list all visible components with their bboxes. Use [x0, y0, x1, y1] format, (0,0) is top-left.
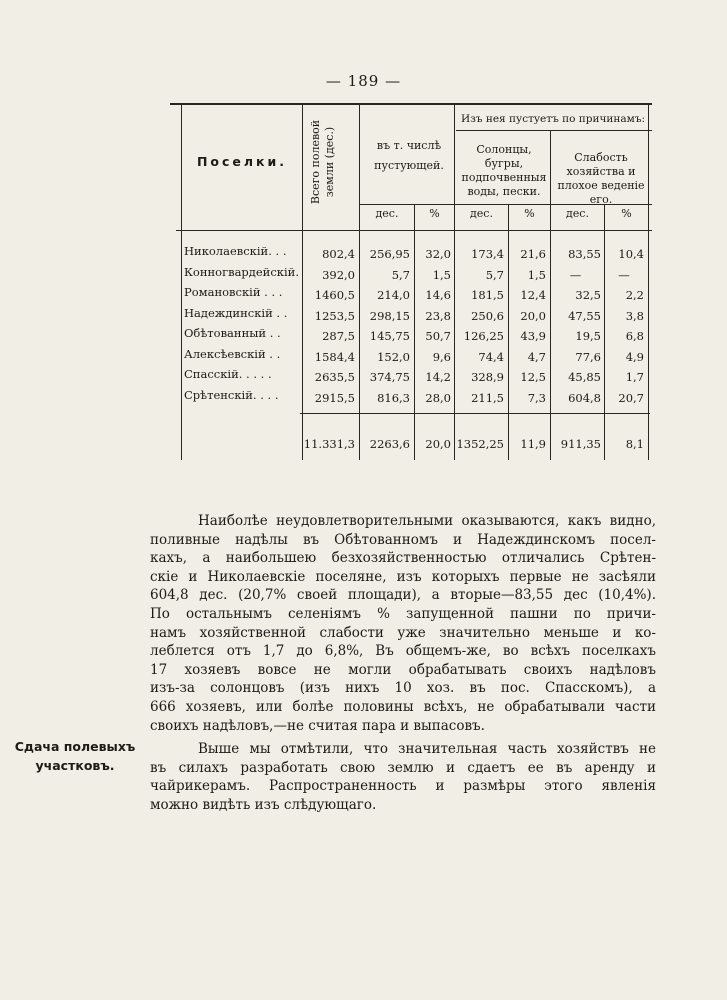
total-weak-pct: 8,1 — [625, 437, 644, 451]
table-cell-name: Обѣтованный . . — [184, 326, 281, 340]
total-empty-des: 2263,6 — [369, 437, 410, 451]
table-cell-empty-pct: 14,6 — [425, 288, 451, 302]
table-cell-total: 287,5 — [322, 329, 355, 343]
page-number: — 189 — — [325, 72, 402, 90]
text-line: въ силахъ разработать свою землю и сдаетъ ее въ аренду и — [150, 759, 656, 776]
margin-note-line-2: участковъ. — [35, 758, 115, 773]
table-cell-empty-pct: 23,8 — [425, 308, 451, 323]
table-cell-salt-pct: 7,3 — [527, 390, 546, 405]
table-cell-weak-des: 19,5 — [575, 329, 601, 343]
table-cell-empty-pct: 50,7 — [425, 329, 451, 343]
table-cell-name: Конногвардейскій. — [184, 264, 299, 279]
total-salt-des: 1352,25 — [456, 437, 504, 451]
table-cell-salt-des: 173,4 — [471, 247, 504, 261]
table-cell-name: Спасскій. . . . . — [184, 367, 272, 381]
table-cell-salt-des: 250,6 — [471, 308, 504, 323]
unit-salt-des: дес. — [470, 207, 493, 220]
table-cell-total: 2635,5 — [314, 370, 355, 384]
table-cell-empty-des: 256,95 — [369, 247, 410, 261]
margin-note — [10, 737, 140, 775]
text-line: своихъ надѣловъ,—не считая пара и выпасовъ. — [150, 717, 485, 734]
header-incl-empty: въ т. числѣ пустующей. — [374, 139, 444, 172]
total-empty-pct: 20,0 — [425, 437, 451, 451]
table-cell-weak-des: 604,8 — [568, 390, 601, 405]
text-line: изъ-за солонцовъ (изъ нихъ 10 хоз. въ пос. Спасскомъ), а — [150, 680, 656, 697]
table-cell-weak-pct: 1,7 — [625, 370, 644, 384]
text-line: По остальнымъ селеніямъ % запущенной пашни по причи- — [150, 606, 656, 622]
table-cell-name: Срѣтенскій. . . . — [184, 387, 279, 402]
table-cell-empty-pct: 9,6 — [432, 349, 451, 364]
table-cell-weak-pct: — — [618, 267, 630, 282]
header-total-land: Всего полевой земли (дес.) — [309, 119, 336, 205]
table-cell-salt-pct: 20,0 — [520, 308, 546, 323]
unit-empty-pct: % — [429, 207, 440, 220]
table-cell-salt-pct: 12,4 — [520, 288, 546, 302]
table-cell-weak-pct: 20,7 — [618, 390, 644, 405]
header-weakness: Слабость хозяйства и плохое веденіе его. — [557, 151, 645, 206]
table-cell-weak-des: 45,85 — [568, 370, 601, 384]
text-line: поливные надѣлы въ Обѣтованномъ и Надеждинскомъ посел- — [150, 531, 656, 548]
header-salt: Солонцы, бугры, подпочвенныя воды, пески. — [461, 143, 547, 198]
table-cell-weak-pct: 3,8 — [625, 308, 644, 323]
table-cell-weak-des: 47,55 — [568, 308, 601, 323]
text-line: можно видѣть изъ слѣдующаго. — [150, 796, 377, 813]
text-line: намъ хозяйственной слабости уже значительно меньше и ко- — [150, 624, 656, 641]
table-cell-weak-pct: 6,8 — [625, 329, 644, 343]
table-cell-weak-des: — — [569, 267, 582, 282]
table-cell-total: 392,0 — [322, 267, 355, 282]
table-cell-weak-pct: 4,9 — [625, 349, 644, 364]
table-cell-total: 1460,5 — [314, 288, 355, 302]
text-line: 604,8 дес. (20,7% своей площади), а вторые—83,55 дес (10,4%). — [150, 587, 656, 604]
text-line: леблется отъ 1,7 до 6,8%, Въ общемъ-же, во всѣхъ поселкахъ — [150, 643, 656, 660]
table-cell-salt-des: 328,9 — [471, 370, 504, 384]
header-settlements: Поселки. — [196, 154, 288, 169]
unit-salt-pct: % — [524, 207, 535, 220]
table-cell-total: 2915,5 — [314, 390, 355, 405]
text-line: кахъ, а наибольшею безхозяйственностью отличались Срѣтен- — [150, 550, 656, 567]
header-of-which-reasons: Изъ нея пустуетъ по причинамъ: — [460, 113, 646, 125]
total-salt-pct: 11,9 — [520, 437, 546, 451]
table-cell-empty-des: 214,0 — [377, 288, 410, 302]
table-cell-salt-pct: 1,5 — [527, 267, 546, 282]
text-line: 666 хозяевъ, или болѣе половины всѣхъ, не обрабатывали части — [150, 699, 656, 715]
table-cell-empty-pct: 14,2 — [425, 370, 451, 384]
margin-note-line-1: Сдача полевыхъ — [14, 739, 136, 754]
table-cell-salt-des: 5,7 — [485, 267, 504, 282]
table-cell-empty-des: 145,75 — [369, 329, 410, 343]
unit-weak-des: дес. — [566, 207, 589, 220]
table-cell-empty-pct: 32,0 — [425, 247, 451, 261]
table-cell-weak-des: 32,5 — [575, 288, 601, 302]
table-cell-weak-des: 83,55 — [568, 247, 601, 261]
total-weak-des: 911,35 — [560, 437, 601, 451]
unit-weak-pct: % — [621, 207, 632, 220]
table-cell-empty-des: 816,3 — [377, 390, 410, 405]
unit-empty-des: дес. — [375, 207, 399, 220]
table-cell-salt-des: 211,5 — [471, 390, 504, 405]
table-cell-empty-pct: 28,0 — [425, 390, 451, 405]
table-cell-salt-pct: 43,9 — [520, 329, 546, 343]
table-cell-name: Надеждинскій . . — [184, 305, 288, 320]
table-cell-name: Николаевскій. . . — [184, 244, 287, 258]
text-line: чайрикерамъ. Распространенность и размѣры этого явленія — [150, 778, 656, 795]
table-cell-name: Алексѣевскій . . — [184, 346, 281, 361]
table-cell-weak-pct: 2,2 — [625, 288, 644, 302]
table-cell-total: 1253,5 — [314, 308, 355, 323]
text-line: Выше мы отмѣтили, что значительная часть хозяйствъ не — [198, 741, 656, 757]
table-cell-empty-des: 5,7 — [391, 267, 410, 282]
total-total: 11.331,3 — [303, 437, 355, 451]
table-cell-salt-des: 181,5 — [471, 288, 504, 302]
table-cell-salt-pct: 21,6 — [520, 247, 546, 261]
table-cell-salt-des: 74,4 — [478, 349, 504, 364]
table-cell-weak-pct: 10,4 — [618, 247, 644, 261]
table-cell-salt-des: 126,25 — [463, 329, 504, 343]
table-cell-salt-pct: 12,5 — [520, 370, 546, 384]
table-cell-weak-des: 77,6 — [575, 349, 601, 364]
table-cell-salt-pct: 4,7 — [527, 349, 546, 364]
text-line: 17 хозяевъ вовсе не могли обрабатывать своихъ надѣловъ — [150, 661, 656, 678]
table-cell-empty-des: 298,15 — [369, 308, 410, 323]
text-line: скіе и Николаевскіе поселяне, изъ которыхъ первые не засѣяли — [150, 568, 656, 585]
table-cell-name: Романовскій . . . — [184, 285, 283, 299]
table-cell-total: 1584,4 — [314, 349, 355, 364]
table-cell-empty-des: 374,75 — [369, 370, 410, 384]
table-cell-total: 802,4 — [322, 247, 355, 261]
table-cell-empty-des: 152,0 — [377, 349, 410, 364]
text-line: Наиболѣе неудовлетворительными оказываются, какъ видно, — [198, 513, 656, 529]
table-cell-empty-pct: 1,5 — [432, 267, 451, 282]
